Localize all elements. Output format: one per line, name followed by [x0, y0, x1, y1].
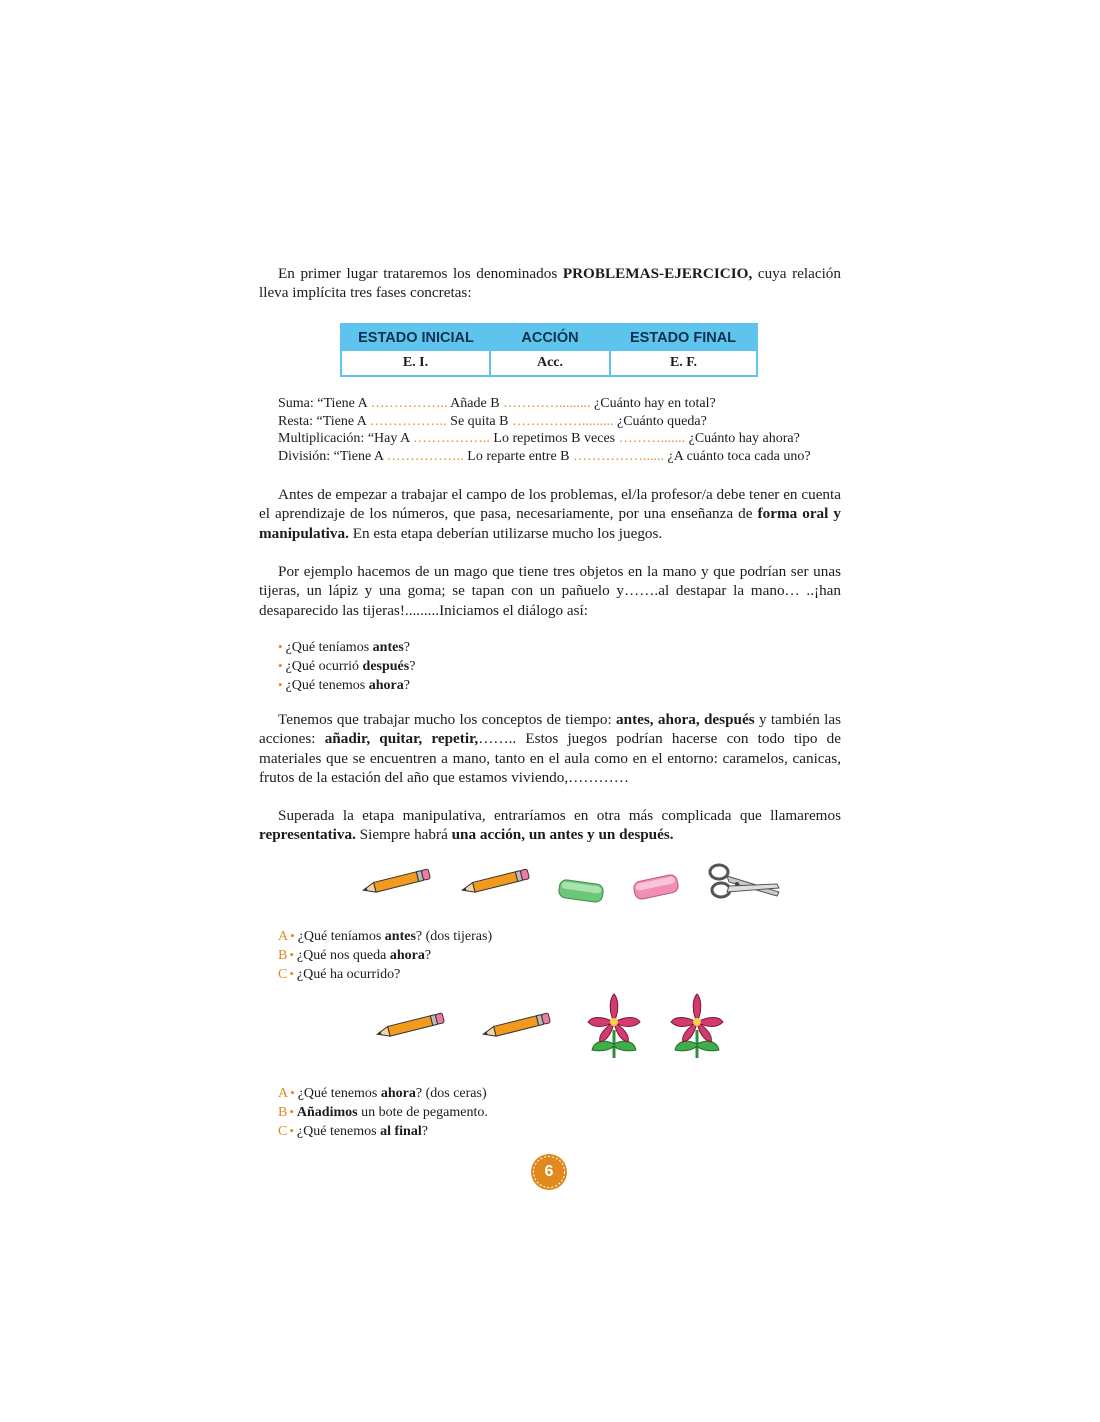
list-item: B • ¿Qué nos queda ahora? [278, 947, 432, 963]
operation-resta: Resta: “Tiene A …………….. Se quita B ……………......... ¿Cuánto queda? [278, 413, 707, 429]
bullet-dot-icon: • [289, 1123, 294, 1138]
list-item: A • ¿Qué teníamos antes? (dos tijeras) [278, 928, 493, 944]
pencil-icon [480, 1010, 552, 1040]
bullet-dot-icon: • [289, 966, 294, 981]
bullet-dot-icon: • [289, 1104, 294, 1119]
questions-list-2 [278, 1084, 488, 1141]
list-item: A • ¿Qué tenemos ahora? (dos ceras) [278, 1085, 487, 1101]
table-header-row [341, 324, 757, 351]
scissors-icon [707, 862, 781, 902]
list-item: C • ¿Qué ha ocurrido? [278, 966, 401, 982]
operation-division: División: “Tiene A …………….. Lo reparte entre B ……………...... ¿A cuánto toca cada uno? [278, 448, 811, 464]
pencil-icon [360, 866, 432, 896]
list-item: C • ¿Qué tenemos al final? [278, 1123, 428, 1139]
table-row [341, 351, 757, 376]
intro-text-1: En primer lugar trataremos los denominados [278, 265, 563, 282]
bullet-dot-icon: • [278, 639, 283, 654]
header-estado-inicial: ESTADO INICIAL [341, 324, 490, 351]
cell-ei: E. I. [341, 351, 490, 376]
list-item: • ¿Qué ocurrió después? [278, 658, 416, 674]
header-accion: ACCIÓN [490, 324, 610, 351]
operations-list [278, 395, 811, 465]
operation-multiplicacion: Multiplicación: “Hay A …………….. Lo repetimos B veces ………....... ¿Cuánto hay ahora? [278, 431, 800, 447]
pencil-icon [459, 866, 531, 896]
intro-bold: PROBLEMAS-EJERCICIO, [562, 265, 753, 282]
pink-eraser-icon [630, 872, 682, 902]
intro-text-2: cuya relación lleva implícita tres fases concretas: [259, 265, 841, 302]
flower-icon [669, 992, 725, 1062]
list-item: B • Añadimos un bote de pegamento. [278, 1104, 488, 1120]
list-item: • ¿Qué teníamos antes? [278, 639, 410, 655]
paragraph-4: Tenemos que trabajar mucho los conceptos de tiempo: antes, ahora, después y también las acciones: añadir, quitar, repetir,…….. Estos juegos podrían hacerse con todo tipo de materiales que se encuentren a mano, tanto en el aula como en el entorno: caramelos, canicas, frutos de la estación del año que estamos viviendo,………… [259, 711, 841, 786]
header-estado-final: ESTADO FINAL [610, 324, 757, 351]
questions-list-1 [278, 927, 492, 984]
intro-paragraph [259, 264, 841, 303]
paragraph-2: Antes de empezar a trabajar el campo de los problemas, el/la profesor/a debe tener en cuenta el aprendizaje de los números, que pasa, necesariamente, por una enseñanza de forma oral y manipulativa. En esta etapa deberían utilizarse mucho los juegos. [259, 486, 841, 542]
cell-acc: Acc. [490, 351, 610, 376]
green-eraser-icon [555, 876, 607, 906]
operation-suma: Suma: “Tiene A …………….. Añade B …………......... ¿Cuánto hay en total? [278, 396, 716, 411]
bullet-dot-icon: • [278, 658, 283, 673]
list-item: • ¿Qué tenemos ahora? [278, 677, 410, 693]
pencil-icon [374, 1010, 446, 1040]
paragraph-3: Por ejemplo hacemos de un mago que tiene tres objetos en la mano y que podrían ser unas tijeras, un lápiz y una goma; se tapan con un pañuelo y…….al destapar la mano… ..¡han desaparecido las tijeras!.........Iniciamos el diálogo así: [259, 563, 841, 619]
bullet-dot-icon: • [289, 947, 294, 962]
phases-table [340, 323, 758, 377]
bullet-dot-icon: • [290, 1085, 295, 1100]
flower-icon [586, 992, 642, 1062]
page-number: 6 [544, 1163, 554, 1180]
paragraph-5: Superada la etapa manipulativa, entraríamos en otra más complicada que llamaremos representativa. Siempre habrá una acción, un antes y un después. [259, 807, 841, 844]
cell-ef: E. F. [669, 355, 698, 370]
bullet-dot-icon: • [278, 677, 283, 692]
bullet-list [278, 638, 415, 695]
bullet-dot-icon: • [290, 928, 295, 943]
